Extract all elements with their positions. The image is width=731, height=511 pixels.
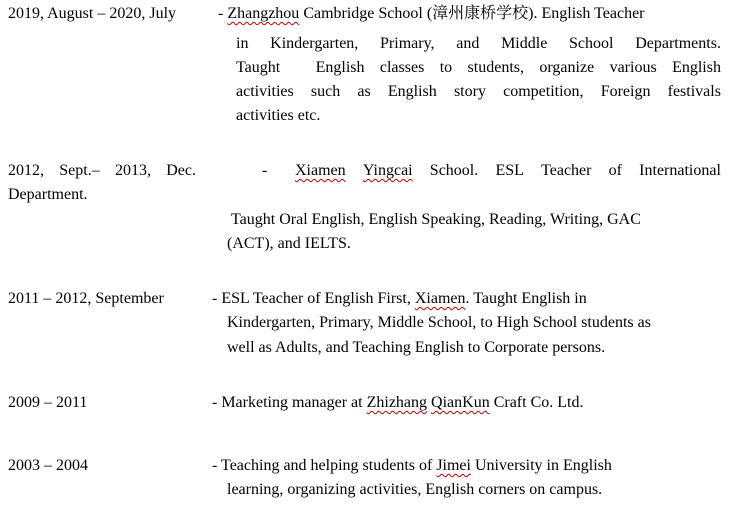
- entry4-line1: [212, 393, 583, 413]
- entry1-line4-word: Foreign: [600, 83, 651, 100]
- entry1-line4-word: such: [310, 83, 341, 100]
- entry5-line1-post: University in English: [470, 457, 612, 474]
- entry1-line2-word: Kindergarten,: [270, 35, 359, 52]
- entry1-line3-word: organize: [539, 59, 595, 76]
- entry1-line3: [236, 58, 721, 78]
- entry2-date-word: Sept.–: [59, 162, 100, 179]
- entry2-date-word: 2012,: [8, 162, 44, 179]
- entry1-line3-word: various: [609, 59, 657, 76]
- entry2-city: Xiamen: [295, 162, 346, 179]
- entry1-line4-word: activities: [236, 83, 294, 100]
- entry2-line1-word: ESL: [495, 162, 524, 179]
- entry2-line1-word: Teacher: [541, 162, 592, 179]
- entry2-date-word: 2013,: [114, 162, 151, 179]
- entry5-line1-pre: - Teaching and helping students of: [212, 457, 437, 474]
- entry3-line2: Kindergarten, Primary, Middle School, to High School students as: [227, 314, 651, 331]
- entry1-line4-word: competition,: [503, 83, 584, 100]
- entry1-line2: [236, 34, 721, 54]
- entry5-university-name: Jimei: [436, 457, 471, 474]
- entry2-dash: -: [262, 162, 268, 179]
- entry1-line4-word: story: [453, 83, 486, 100]
- entry1-line4-word: festivals: [667, 83, 721, 100]
- entry4-company-word1: Zhizhang: [366, 394, 428, 411]
- entry5-line1: [212, 456, 612, 476]
- entry3-line1-pre: - ESL Teacher of English First,: [212, 290, 415, 307]
- entry1-line3-word: classes: [379, 59, 425, 76]
- entry1-line4: [236, 82, 721, 102]
- entry1-line3-word: to: [439, 59, 453, 76]
- entry2-school-name: Yingcai: [362, 162, 413, 179]
- entry1-line2-word: Middle: [501, 35, 548, 52]
- entry1-school-name: Zhangzhou: [227, 5, 300, 22]
- entry2-date: [8, 161, 196, 181]
- entry1-date: 2019, August – 2020, July: [8, 5, 177, 22]
- entry1-line3-word: English: [315, 59, 365, 76]
- entry3-date: 2011 – 2012, September: [8, 290, 164, 307]
- entry1-line2-word: in: [236, 35, 249, 52]
- entry1-line4-word: as: [357, 83, 371, 100]
- entry2-line1-word: School.: [429, 162, 479, 179]
- entry3-line1: [212, 289, 587, 309]
- entry2-line1-word: of: [608, 162, 622, 179]
- entry1-dash: -: [218, 5, 228, 22]
- entry2-line2: Taught Oral English, English Speaking, Reading, Writing, GAC: [231, 211, 641, 228]
- entry3-line3: well as Adults, and Teaching English to Corporate persons.: [227, 339, 606, 356]
- entry4-line1-pre: - Marketing manager at: [212, 394, 367, 411]
- entry1-line3-word: Taught: [236, 59, 281, 76]
- entry1-line2-word: and: [456, 35, 480, 52]
- entry2-line1-word: International: [639, 162, 721, 179]
- entry1-line1-rest: Cambridge School (漳州康桥学校). English Teacher: [299, 5, 645, 22]
- entry4-line1-post: Craft Co. Ltd.: [489, 394, 584, 411]
- entry2-date-word: Dec.: [166, 162, 196, 179]
- entry1-line5: activities etc.: [236, 107, 321, 124]
- entry2-line1: [295, 161, 721, 181]
- entry1-line3-word: students,: [467, 59, 524, 76]
- entry1-line1: [218, 4, 645, 24]
- entry4-date: 2009 – 2011: [8, 394, 88, 411]
- entry3-line1-post: . Taught English in: [465, 290, 587, 307]
- entry3-city: Xiamen: [414, 290, 466, 307]
- entry1-line2-word: Departments.: [635, 35, 721, 52]
- entry1-line3-word: English: [672, 59, 721, 76]
- entry2-line3: (ACT), and IELTS.: [227, 235, 351, 252]
- entry4-company-word2: QianKun: [431, 394, 490, 411]
- entry2-date-line2: Department.: [8, 186, 88, 203]
- entry5-line2: learning, organizing activities, English corners on campus.: [227, 481, 603, 498]
- entry1-line4-word: English: [387, 83, 437, 100]
- entry1-line2-word: Primary,: [380, 35, 435, 52]
- entry5-date: 2003 – 2004: [8, 457, 88, 474]
- entry1-line2-word: School: [569, 35, 614, 52]
